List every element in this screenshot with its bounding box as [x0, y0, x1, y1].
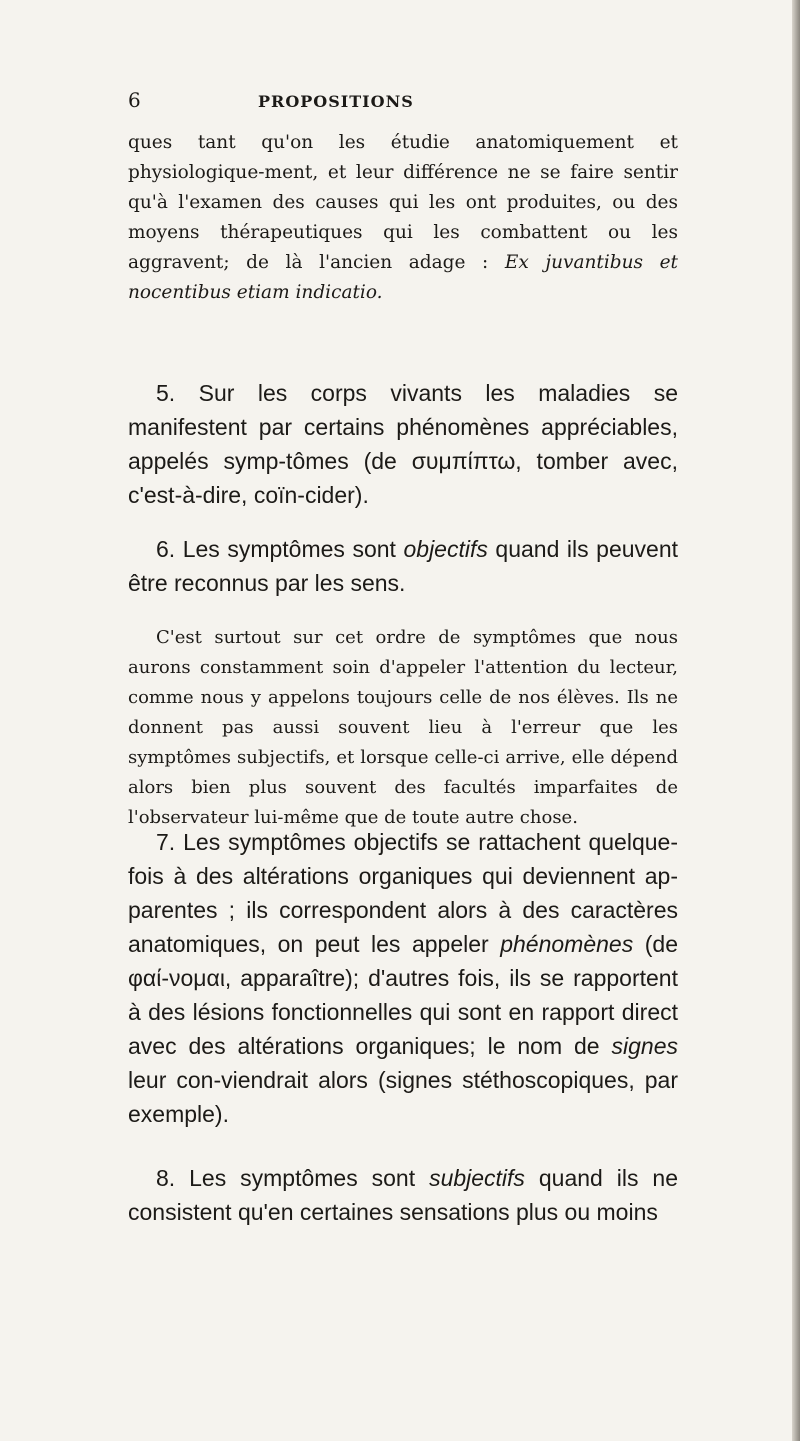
term-subjectifs: subjectifs [429, 1165, 525, 1191]
proposition-6-text-b: quand ils peuvent être reconnus par les sens. [128, 536, 679, 596]
proposition-7-text-c: leur con-viendrait alors (signes stéthoscopiques, par exemple). [128, 1067, 678, 1127]
proposition-6 [128, 532, 678, 600]
proposition-7-text-b: (de φαί-νομαι, apparaître); d'autres fois, ils se rapportent à des lésions fonctionnelles qui sont en rapport direct avec des altérations organiques; le nom de [128, 931, 678, 1059]
latin-adage: Ex juvantibus et nocentibus etiam indicatio. [128, 252, 678, 303]
proposition-8 [128, 1161, 678, 1229]
proposition-8-text-b: quand ils ne consistent qu'en certaines sensations plus ou moins [128, 1165, 679, 1225]
proposition-5-text: 5. Sur les corps vivants les maladies se manifestent par certains phénomènes appréciables, appelés symp-tômes (de συμπίπτω, tomber avec, c'est-à-dire, coïn-cider). [128, 380, 678, 508]
paragraph-continued [128, 128, 678, 308]
proposition-7-text-a: 7. Les symptômes objectifs se rattachent quelque-fois à des altérations organiques qui deviennent ap-parentes ; ils correspondent alors à des caractères anatomiques, on peut les appeler [128, 829, 678, 957]
proposition-5 [128, 376, 678, 512]
page-header [128, 88, 648, 118]
proposition-8-text-a: 8. Les symptômes sont [156, 1165, 416, 1191]
proposition-6-text-a: 6. Les symptômes sont [156, 536, 396, 562]
term-objectifs: objectifs [403, 536, 488, 562]
running-title: PROPOSITIONS [258, 92, 414, 111]
page-edge [792, 0, 800, 1441]
commentary-text: C'est surtout sur cet ordre de symptômes que nous aurons constamment soin d'appeler l'attention du lecteur, comme nous y appelons toujours celle de nos élèves. Ils ne donnent pas aussi souvent lieu à l'erreur que les symptômes subjectifs, et lorsque celle-ci arrive, elle dépend alors bien plus souvent des facultés imparfaites de l'observateur lui-même que de toute autre chose. [128, 627, 678, 828]
paragraph-text: ques tant qu'on les étudie anatomiquement et physiologique-ment, et leur différence ne se faire sentir qu'à l'examen des causes qui les ont produites, ou des moyens thérapeutiques qui les combattent ou les aggravent; de là l'ancien adage : [128, 132, 678, 273]
page-number: 6 [128, 88, 142, 112]
term-signes: signes [611, 1033, 678, 1059]
term-phenomenes: phénomènes [500, 931, 634, 957]
commentary [128, 623, 678, 833]
proposition-7 [128, 825, 678, 1131]
